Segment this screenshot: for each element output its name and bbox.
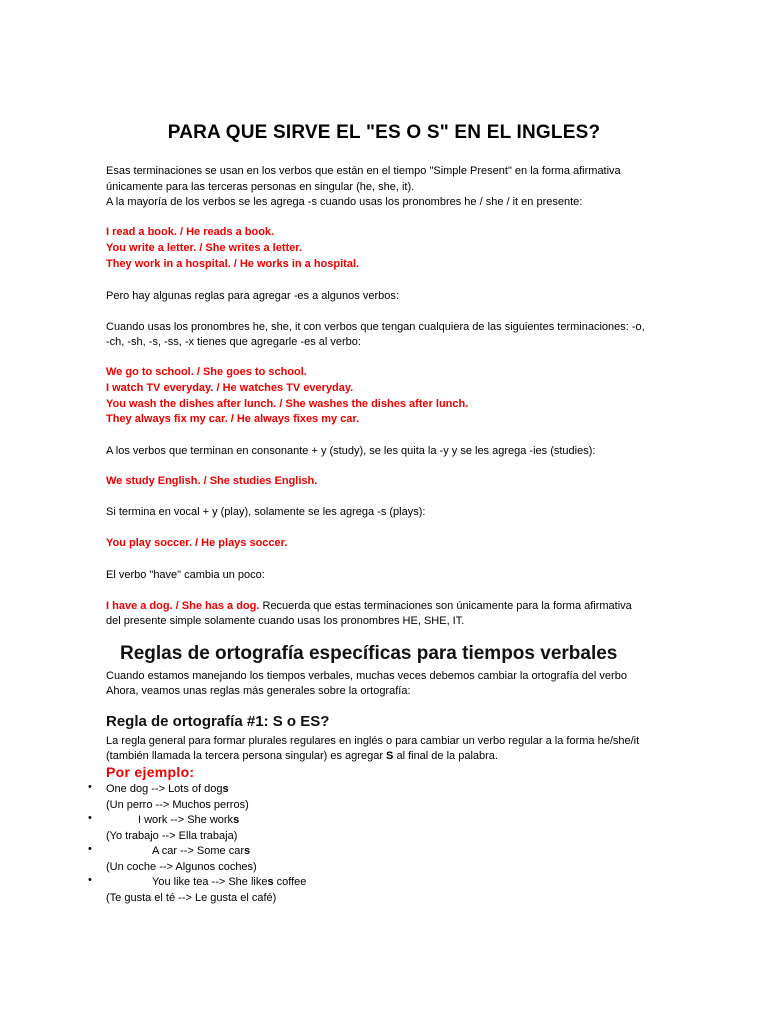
bullet-item-4-pre: You like tea --> She like — [152, 876, 268, 888]
rule-es-line-1: Cuando usas los pronombres he, she, it con verbos que tengan cualquiera de las siguientes terminaciones: -o, — [106, 321, 645, 333]
rule-ies: A los verbos que terminan en consonante + y (study), se les quita la -y y se les agrega -ies (studies): — [106, 445, 596, 457]
bullet-icon: • — [88, 874, 92, 886]
example-es-4: They always fix my car. / He always fixes my car. — [106, 413, 360, 425]
rule-1-line-2-pre: (también llamada la tercera persona singular) es agregar — [106, 750, 387, 762]
note-line-1-rest: Recuerda que estas terminaciones son únicamente para la forma afirmativa — [259, 600, 632, 612]
bullet-icon: • — [88, 843, 92, 855]
rule-1-heading: Regla de ortografía #1: S o ES? — [106, 713, 330, 730]
intro-line-1: Esas terminaciones se usan en los verbos que están en el tiempo "Simple Present" en la forma afirmativa — [106, 165, 621, 177]
example-vowel-y: You play soccer. / He plays soccer. — [106, 537, 288, 549]
por-ejemplo-label: Por ejemplo: — [106, 764, 195, 780]
rule-1-line-1: La regla general para formar plurales regulares en inglés o para cambiar un verbo regular a la forma he/she/it — [106, 735, 640, 747]
bullet-item-3 — [152, 843, 250, 859]
bullet-item-1 — [106, 781, 229, 797]
bullet-icon: • — [88, 781, 92, 793]
example-ies: We study English. / She studies English. — [106, 475, 318, 487]
bullet-item-1-pre: One dog --> Lots of dog — [106, 783, 223, 795]
bullet-item-3-translation: (Un coche --> Algunos coches) — [106, 861, 257, 873]
example-have: I have a dog. / She has a dog. — [106, 600, 260, 612]
page-title: PARA QUE SIRVE EL "ES O S" EN EL INGLES? — [167, 122, 601, 143]
bullet-item-1-translation: (Un perro --> Muchos perros) — [106, 799, 249, 811]
example-s-3: They work in a hospital. / He works in a hospital. — [106, 258, 360, 270]
bullet-item-1-bold: s — [222, 783, 229, 795]
bullet-item-4-post: coffee — [273, 876, 307, 888]
bullet-item-2-pre: I work --> She work — [138, 814, 234, 826]
bullet-icon: • — [88, 812, 92, 824]
bullet-item-3-pre: A car --> Some car — [152, 845, 245, 857]
rule-1-line-2 — [106, 748, 498, 764]
bullet-item-4-bold: s — [267, 876, 274, 888]
rule-have: El verbo "have" cambia un poco: — [106, 569, 265, 581]
bullet-item-4 — [152, 874, 306, 890]
section-2-line-2: Ahora, veamos unas reglas más generales sobre la ortografía: — [106, 685, 411, 697]
section-2-heading: Reglas de ortografía específicas para tiempos verbales — [120, 643, 618, 664]
example-s-2: You write a letter. / She writes a letter. — [106, 242, 303, 254]
intro-line-2: únicamente para las terceras personas en singular (he, she, it). — [106, 181, 415, 193]
note-line-2: del presente simple solamente cuando usas los pronombres HE, SHE, IT. — [106, 615, 465, 627]
example-es-2: I watch TV everyday. / He watches TV everyday. — [106, 382, 354, 394]
bullet-item-2-translation: (Yo trabajo --> Ella trabaja) — [106, 830, 238, 842]
example-es-1: We go to school. / She goes to school. — [106, 366, 307, 378]
rule-vowel-y: Si termina en vocal + y (play), solamente se les agrega -s (plays): — [106, 506, 426, 518]
example-s-1: I read a book. / He reads a book. — [106, 226, 275, 238]
note-line-1 — [106, 598, 632, 614]
bullet-item-2-bold: s — [233, 814, 240, 826]
intro-line-3: A la mayoría de los verbos se les agrega -s cuando usas los pronombres he / she / it en presente: — [106, 196, 583, 208]
bullet-item-4-translation: (Te gusta el té --> Le gusta el café) — [106, 892, 277, 904]
section-2-line-1: Cuando estamos manejando los tiempos verbales, muchas veces debemos cambiar la ortografía del verbo — [106, 670, 627, 682]
rule-es-line-2: -ch, -sh, -s, -ss, -x tienes que agregarle -es al verbo: — [106, 336, 361, 348]
rule-es-intro: Pero hay algunas reglas para agregar -es a algunos verbos: — [106, 290, 399, 302]
bullet-item-3-bold: s — [244, 845, 251, 857]
rule-1-line-2-bold: S — [386, 750, 394, 762]
bullet-item-2 — [138, 812, 239, 828]
rule-1-line-2-post: al final de la palabra. — [393, 750, 498, 762]
example-es-3: You wash the dishes after lunch. / She washes the dishes after lunch. — [106, 398, 469, 410]
